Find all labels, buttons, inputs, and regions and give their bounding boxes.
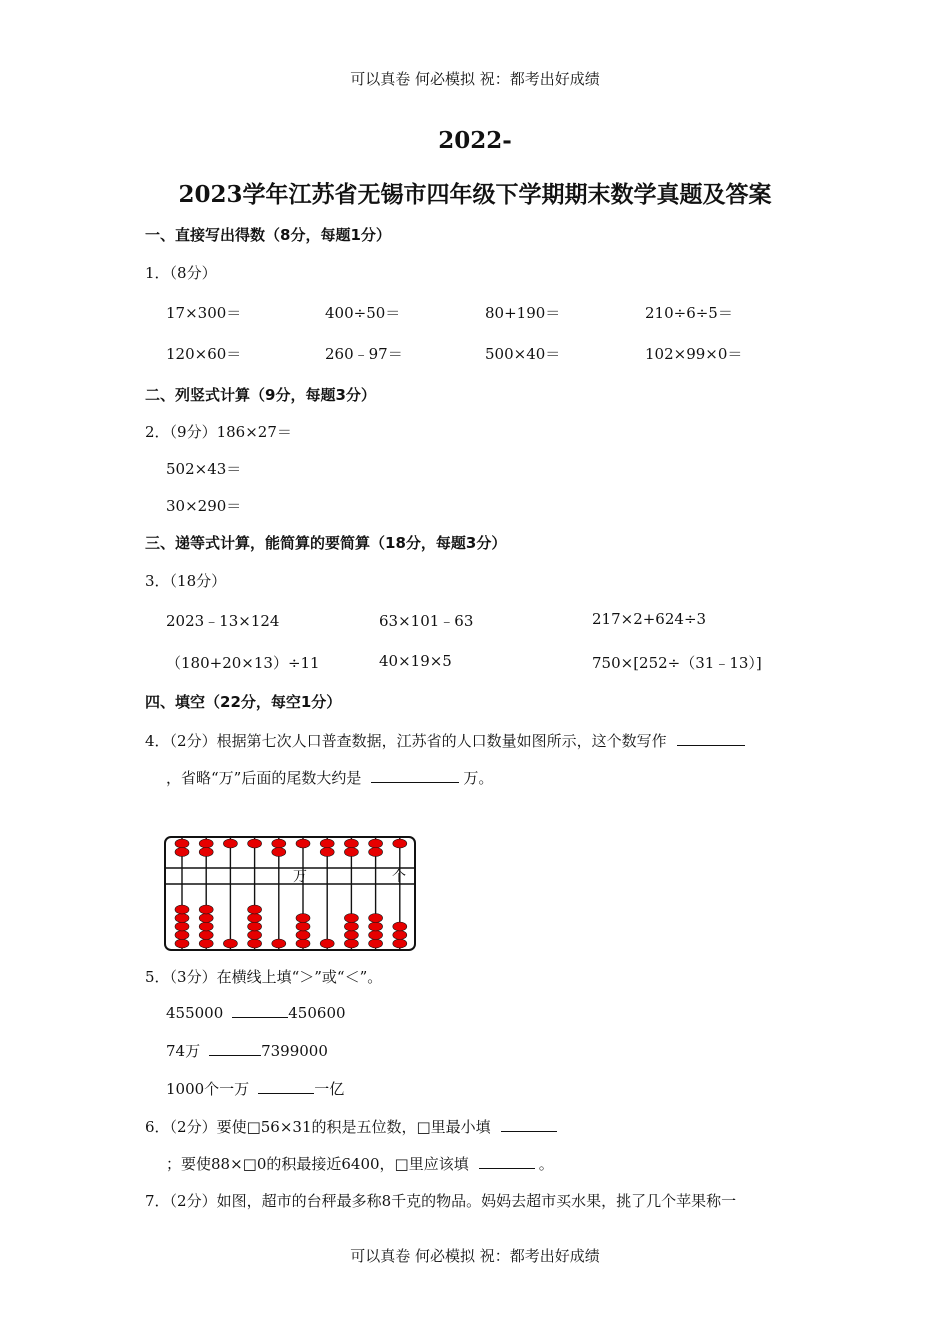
abacus-bead xyxy=(223,839,237,848)
abacus-bead xyxy=(175,931,189,940)
q1-item: 500×40＝ xyxy=(485,345,561,363)
q5-line xyxy=(166,1078,344,1099)
answer-blank[interactable] xyxy=(371,768,459,783)
section-4-heading: 四、填空（22分，每空1分） xyxy=(145,693,342,711)
abacus-bead xyxy=(296,839,310,848)
q5-right-value: 7399000 xyxy=(261,1042,328,1060)
title-line-1: 2022- xyxy=(438,127,512,154)
abacus-bead xyxy=(393,839,407,848)
q6-text-2: ；要使88×□0的积最接近6400，□里应该填 xyxy=(166,1155,469,1173)
q1-item: 260﹣97＝ xyxy=(325,345,403,363)
q1-item: 102×99×0＝ xyxy=(645,345,743,363)
abacus-bead xyxy=(296,931,310,940)
q3-item: （180+20×13）÷11 xyxy=(166,654,320,672)
abacus-bead xyxy=(393,922,407,931)
abacus-bead xyxy=(272,839,286,848)
abacus-bead xyxy=(369,939,383,948)
q1-label: 1．（8分） xyxy=(145,264,217,282)
abacus-bead xyxy=(320,848,334,857)
q5-left-value: 455000 xyxy=(166,1004,224,1022)
q5-right-value: 450600 xyxy=(288,1004,346,1022)
abacus-bead xyxy=(344,914,358,923)
q3-item: 217×2+624÷3 xyxy=(592,610,707,628)
abacus-bead xyxy=(369,914,383,923)
abacus-bead xyxy=(369,848,383,857)
q4-text-2: ，省略“万”后面的尾数大约是 xyxy=(166,769,362,787)
q3-item: 750×[252÷（31﹣13）] xyxy=(592,654,762,672)
abacus-bead xyxy=(175,839,189,848)
q4-text-line2 xyxy=(166,767,493,788)
abacus-bead xyxy=(393,931,407,940)
q3-item: 2023﹣13×124 xyxy=(166,612,280,630)
q6-text-2-end: 。 xyxy=(538,1155,554,1173)
abacus-bead xyxy=(199,939,213,948)
abacus-bead xyxy=(344,922,358,931)
abacus-bead xyxy=(175,905,189,914)
q4-text xyxy=(145,730,749,751)
q2-line: 502×43＝ xyxy=(166,460,242,478)
abacus-bead xyxy=(248,922,262,931)
abacus-bead xyxy=(199,905,213,914)
abacus-bead xyxy=(320,939,334,948)
section-1-heading: 一、直接写出得数（8分，每题1分） xyxy=(145,226,391,244)
q5-line xyxy=(166,1040,328,1061)
abacus-bead xyxy=(369,931,383,940)
answer-blank[interactable] xyxy=(232,1003,288,1018)
abacus-bead xyxy=(175,914,189,923)
abacus-bead xyxy=(248,939,262,948)
q6-line2 xyxy=(166,1153,554,1174)
abacus-bead xyxy=(199,848,213,857)
abacus-bead xyxy=(248,931,262,940)
abacus-bead xyxy=(175,922,189,931)
title-line-2: 2023学年江苏省无锡市四年级下学期期末数学真题及答案 xyxy=(178,181,772,208)
abacus-bead xyxy=(175,848,189,857)
abacus-bead xyxy=(296,914,310,923)
abacus-bead xyxy=(223,939,237,948)
section-3-heading: 三、递等式计算，能简算的要简算（18分，每题3分） xyxy=(145,534,507,552)
abacus-label-wan: 万 xyxy=(293,869,307,885)
abacus-label-ge: 个 xyxy=(392,869,406,885)
q4-text-2-end: 万。 xyxy=(463,769,494,787)
q6-text-1: 6．（2分）要使□56×31的积是五位数，□里最小填 xyxy=(145,1118,491,1136)
abacus-bead xyxy=(320,839,334,848)
q5-right-value: 一亿 xyxy=(314,1080,345,1098)
abacus-bead xyxy=(344,848,358,857)
q5-left-value: 74万 xyxy=(166,1042,201,1060)
abacus-bead xyxy=(344,839,358,848)
answer-blank[interactable] xyxy=(209,1041,261,1056)
abacus-figure xyxy=(160,832,422,954)
q5-line xyxy=(166,1003,346,1022)
q1-item: 120×60＝ xyxy=(166,345,242,363)
section-2-heading: 二、列竖式计算（9分，每题3分） xyxy=(145,386,376,404)
answer-blank[interactable] xyxy=(258,1079,314,1094)
abacus-bead xyxy=(369,922,383,931)
abacus-bead xyxy=(296,939,310,948)
q7-line1: 7．（2分）如图，超市的台秤最多称8千克的物品。妈妈去超市买水果，挑了几个苹果称一 xyxy=(145,1192,737,1210)
abacus-bead xyxy=(199,914,213,923)
page-footer: 可以真卷 何必模拟 祝：都考出好成绩 xyxy=(350,1247,600,1265)
q1-item: 400÷50＝ xyxy=(325,304,401,322)
abacus-bead xyxy=(248,839,262,848)
abacus-bead xyxy=(175,939,189,948)
q2-line: 30×290＝ xyxy=(166,497,242,515)
q1-item: 210÷6÷5＝ xyxy=(645,304,733,322)
q4-text-1: 4．（2分）根据第七次人口普查数据，江苏省的人口数量如图所示，这个数写作 xyxy=(145,732,667,750)
abacus-bead xyxy=(248,914,262,923)
q5-left-value: 1000个一万 xyxy=(166,1080,250,1098)
abacus-bead xyxy=(272,848,286,857)
abacus-bead xyxy=(393,939,407,948)
q5-label: 5．（3分）在横线上填“＞”或“＜”。 xyxy=(145,968,383,986)
abacus-bead xyxy=(199,931,213,940)
abacus-bead xyxy=(344,939,358,948)
page-header: 可以真卷 何必模拟 祝：都考出好成绩 xyxy=(350,70,600,88)
abacus-bead xyxy=(199,922,213,931)
q3-label: 3．（18分） xyxy=(145,572,227,590)
q1-item: 80+190＝ xyxy=(485,304,561,322)
q2-line: 2．（9分）186×27＝ xyxy=(145,423,292,441)
abacus-bead xyxy=(272,939,286,948)
abacus-bead xyxy=(248,905,262,914)
abacus-bead xyxy=(344,931,358,940)
abacus-bead xyxy=(296,922,310,931)
abacus-bead xyxy=(199,839,213,848)
answer-blank[interactable] xyxy=(677,731,745,746)
q6-line1 xyxy=(145,1116,561,1137)
answer-blank[interactable] xyxy=(479,1154,535,1169)
abacus-bead xyxy=(369,839,383,848)
q3-item: 63×101﹣63 xyxy=(379,612,474,630)
q1-item: 17×300＝ xyxy=(166,304,242,322)
answer-blank[interactable] xyxy=(501,1117,557,1132)
q3-item: 40×19×5 xyxy=(379,652,452,670)
